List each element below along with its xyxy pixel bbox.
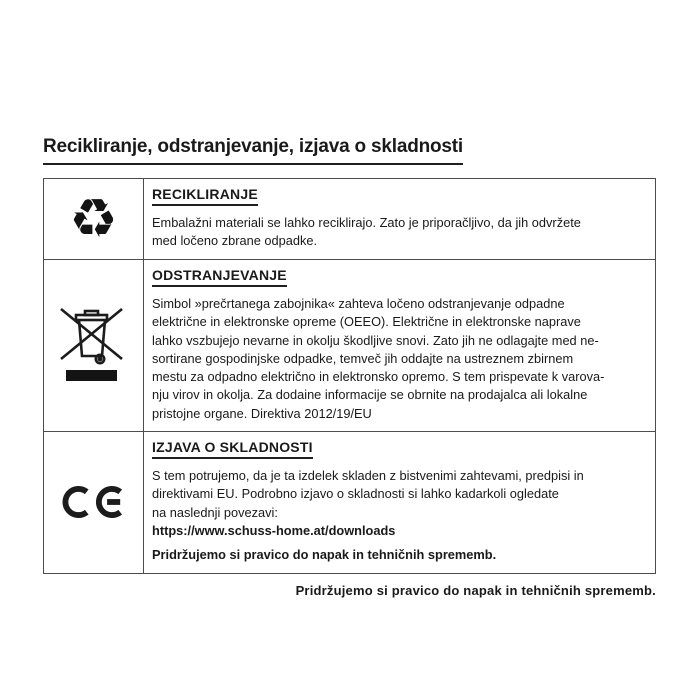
paragraph-line: na naslednji povezavi:	[152, 504, 278, 520]
content-cell	[144, 179, 655, 259]
document-page	[43, 136, 656, 598]
paragraph-line: med ločeno zbrane odpadke.	[152, 233, 318, 249]
section-heading-disposal: ODSTRANJEVANJE	[152, 267, 287, 287]
table-row-recycling	[44, 179, 655, 260]
icon-cell	[44, 179, 144, 259]
page-title: Recikliranje, odstranjevanje, izjava o skladnosti	[43, 136, 463, 165]
icon-cell	[44, 432, 144, 572]
crossed-out-bin-icon	[58, 304, 130, 388]
paragraph-line: S tem potrujemo, da je ta izdelek skladen z bistvenimi zahtevami, predpisi in	[152, 468, 584, 484]
paragraph-line: mestu za odpadno električno in elektronsko opremo. S tem prispevate k varova-	[152, 369, 605, 385]
paragraph-line: nju virov in okolja. Za dodaine informacije se obrnite na prodajalca ali lokalne	[152, 387, 588, 403]
info-table	[43, 178, 656, 574]
table-row-disposal	[44, 260, 655, 432]
table-row-conformity	[44, 432, 655, 572]
section-heading-conformity: IZJAVA O SKLADNOSTI	[152, 439, 313, 459]
paragraph-line: sortirane gospodinjske odpadke, temveč jih oddajte na ustreznem zbirnem	[152, 350, 574, 366]
ce-mark-icon	[62, 477, 126, 527]
icon-cell	[44, 260, 144, 431]
disclaimer-note: Pridržujemo si pravico do napak in tehničnih sprememb.	[152, 547, 497, 563]
section-heading-recycling: RECIKLIRANJE	[152, 186, 258, 206]
recycle-icon: ♻	[69, 187, 118, 250]
paragraph-line: direktivami EU. Podrobno izjavo o skladnosti si lahko kadarkoli ogledate	[152, 486, 559, 502]
download-url: https://www.schuss-home.at/downloads	[152, 522, 396, 538]
content-cell	[144, 432, 655, 572]
footer-disclaimer: Pridržujemo si pravico do napak in tehničnih sprememb.	[295, 582, 656, 598]
paragraph-line: Simbol »prečrtanega zabojnika« zahteva ločeno odstranjevanje odpadne	[152, 296, 565, 311]
content-cell	[144, 260, 655, 431]
paragraph-line: pristojne organe. Direktiva 2012/19/EU	[152, 405, 372, 421]
paragraph-line: električne in elektronske opreme (OEEO). Električne in elektronske naprave	[152, 314, 581, 330]
paragraph-line: Embalažni materiali se lahko reciklirajo. Zato je priporačljivo, da jih odvržete	[152, 215, 581, 230]
paragraph-line: lahko vszbujejo nevarne in okolju škodljive snovi. Zato jih ne odlagajte med ne-	[152, 332, 599, 348]
